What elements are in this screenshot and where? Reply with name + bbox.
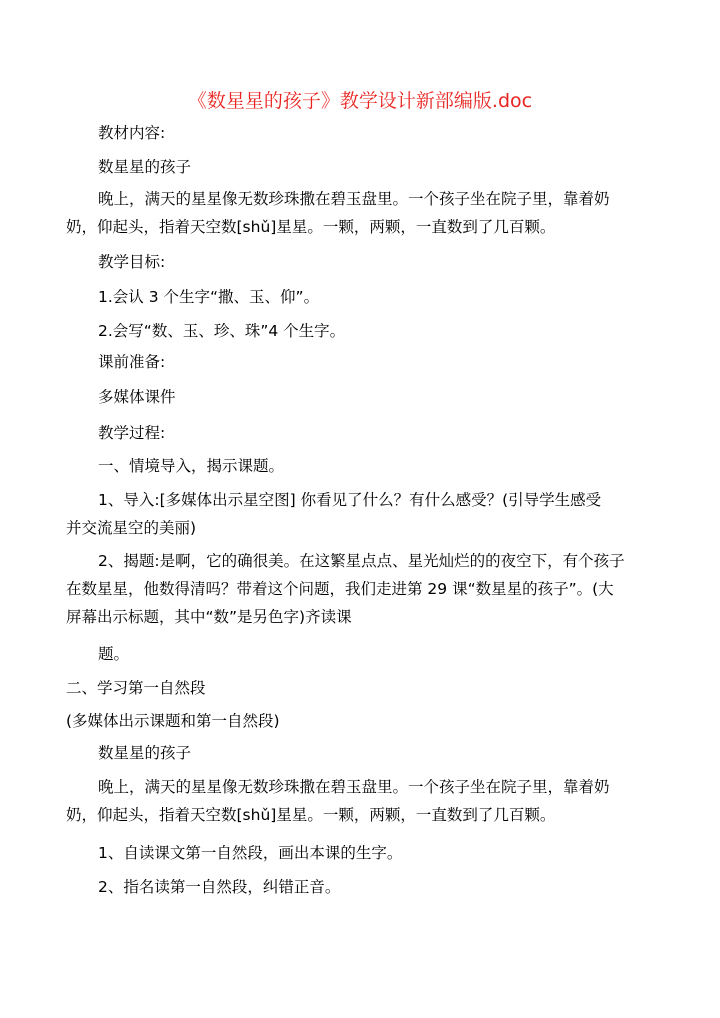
paragraph-reveal-line-3: 屏幕出示标题，其中“数”是另色字)齐读课 xyxy=(66,608,352,626)
paragraph-goal-1: 1.会认 3 个生字“撒、玉、仰”。 xyxy=(98,288,320,306)
paragraph-text-line-1: 晚上，满天的星星像无数珍珠撒在碧玉盘里。一个孩子坐在院子里，靠着奶 xyxy=(98,190,610,208)
document-title: 《数星星的孩子》教学设计新部编版.doc xyxy=(187,90,533,112)
paragraph-section-two: 二、学习第一自然段 xyxy=(66,679,206,697)
paragraph-preparation-heading: 课前准备: xyxy=(98,353,166,371)
paragraph-text-repeat-line-2: 奶，仰起头，指着天空数[shǔ]星星。一颗，两颗，一直数到了几百颗。 xyxy=(66,806,556,824)
paragraph-step-1: 1、自读课文第一自然段，画出本课的生字。 xyxy=(98,844,403,862)
paragraph-text-line-2: 奶，仰起头，指着天空数[shǔ]星星。一颗，两颗，一直数到了几百颗。 xyxy=(66,218,556,236)
paragraph-reveal-line-4: 题。 xyxy=(98,645,130,663)
paragraph-intro-line-2: 并交流星空的美丽) xyxy=(66,519,197,537)
paragraph-text-title: 数星星的孩子 xyxy=(98,158,192,176)
paragraph-text-repeat-line-1: 晚上，满天的星星像无数珍珠撒在碧玉盘里。一个孩子坐在院子里，靠着奶 xyxy=(98,778,610,796)
paragraph-step-2: 2、指名读第一自然段，纠错正音。 xyxy=(98,878,341,896)
paragraph-text-title-repeat: 数星星的孩子 xyxy=(98,744,192,762)
paragraph-goals-heading: 教学目标: xyxy=(98,253,166,271)
paragraph-materials-heading: 教材内容: xyxy=(98,124,166,142)
paragraph-goal-2: 2.会写“数、玉、珍、珠”4 个生字。 xyxy=(98,322,346,340)
paragraph-process-heading: 教学过程: xyxy=(98,424,166,442)
paragraph-section-one: 一、情境导入，揭示课题。 xyxy=(98,457,285,475)
paragraph-intro-line-1: 1、导入:[多媒体出示星空图] 你看见了什么？有什么感受？(引导学生感受 xyxy=(98,491,602,509)
paragraph-multimedia: 多媒体课件 xyxy=(98,388,176,406)
paragraph-reveal-line-1: 2、揭题:是啊，它的确很美。在这繁星点点、星光灿烂的的夜空下，有个孩子 xyxy=(98,552,625,570)
paragraph-reveal-line-2: 在数星星，他数得清吗？带着这个问题，我们走进第 29 课“数星星的孩子”。(大 xyxy=(66,580,614,598)
paragraph-multimedia-note: (多媒体出示课题和第一自然段) xyxy=(66,712,280,730)
